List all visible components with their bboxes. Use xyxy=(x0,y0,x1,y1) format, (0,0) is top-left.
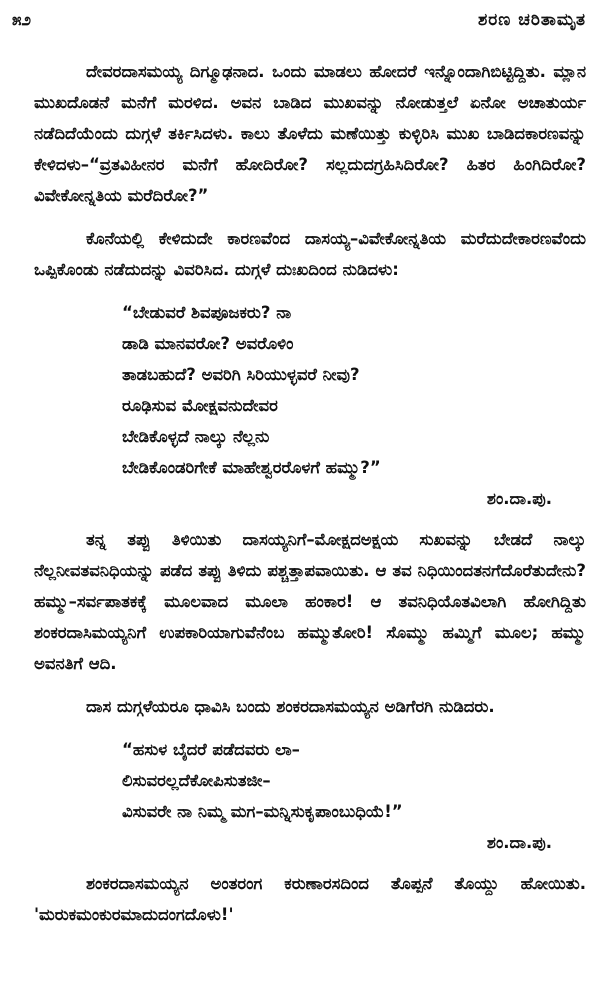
verse-2-line: ವಿಸುವರೇ ನಾ ನಿಮ್ಮ ಮಗ–ಮನ್ನಿಸುಕೃಪಾಂಬುಧಿಯೆ!” xyxy=(122,802,403,821)
page-header xyxy=(12,6,586,34)
running-title: ಶರಣ ಚರಿತಾಮೃತ xyxy=(477,10,586,30)
page-body xyxy=(34,56,586,942)
paragraph-3: ತನ್ನ ತಪ್ಪು ತಿಳಿಯಿತು ದಾಸಯ್ಯನಿಗೆ–ಮೋಕ್ಷದಅಕ್ಷಯ ಸುಖವನ್ನು ಬೇಡದೆ ನಾಲ್ಕು ನೆಲ್ಲನೀವತವನಿಧಿಯನ್ನು ಪಡೆದ ತಪ್ಪು ತಿಳಿದು ಪಶ್ಚತ್ತಾಪವಾಯಿತು. ಆ ತವ ನಿಧಿಯಿಂದತನಗೆದೊರೆತುದೇನು? ಹಮ್ಮು–ಸರ್ವಪಾತಕಕ್ಕೆ ಮೂಲವಾದ ಮೂಲಾ ಹಂಕಾರ! ಆ ತವನಿಧಿಯೊತವಿಲಾಗಿ ಹೋಗಿದ್ದಿತು ಶಂಕರದಾಸಿಮಯ್ಯನಿಗೆ ಉಪಕಾರಿಯಾಗುವೆನೆಂಬ ಹಮ್ಮುತೋರಿ! ಸೊಮ್ಮು ಹಮ್ಮಿಗೆ ಮೂಲ; ಹಮ್ಮು ಅವನತಿಗೆ ಆದಿ. xyxy=(34,530,586,673)
page-number: ೫೨ xyxy=(12,10,32,30)
verse-1-line: ಬೇಡಿಕೊಂಡರಿಗೇಕೆ ಮಾಹೇಶ್ವರರೊಳಗೆ ಹಮ್ಮು?” xyxy=(122,458,381,477)
verse-block-2 xyxy=(122,734,586,827)
paragraph-2: ಕೊನೆಯಲ್ಲಿ ಕೇಳಿದುದೇ ಕಾರಣವೆಂದ ದಾಸಯ್ಯ–ವಿವೇಕೋನ್ನತಿಯ ಮರೆದುದೇಕಾರಣವೆಂದು ಒಪ್ಪಿಕೊಂಡು ನಡೆದುದನ್ನು ವಿವರಿಸಿದ. ದುಗ್ಗಳೆ ದುಃಖದಿಂದ ನುಡಿದಳು: xyxy=(34,229,586,279)
paragraph-1: ದೇವರದಾಸಮಯ್ಯ ದಿಗ್ಮೂಢನಾದ. ಒಂದು ಮಾಡಲು ಹೋದರೆ ಇನ್ನೊಂದಾಗಿಬಿಟ್ಟಿದ್ದಿತು. ಮ್ಲಾನ ಮುಖದೊಡನೆ ಮನೆಗೆ ಮರಳಿದ. ಅವನ ಬಾಡಿದ ಮುಖವನ್ನು ನೋಡುತ್ತಲೆ ಏನೋ ಅಚಾತುರ್ಯ ನಡೆದಿದೆಯೆಂದು ದುಗ್ಗಳೆ ತರ್ಕಿಸಿದಳು. ಕಾಲು ತೊಳೆದು ಮಣೆಯಿತ್ತು ಕುಳ್ಳಿರಿಸಿ ಮುಖ ಬಾಡಿದಕಾರಣವನ್ನು ಕೇಳಿದಳು–“ವ್ರತವಿಹೀನರ ಮನೆಗೆ ಹೋದಿರೋ? ಸಲ್ಲದುದಗ್ರಹಿಸಿದಿರೋ? ಹಿತರ ಹಿಂಗಿದಿರೋ? ವಿವೇಕೋನ್ನತಿಯ ಮರೆದಿರೋ?” xyxy=(34,62,586,205)
verse-1-line: ರೂಢಿಸುವ ಮೋಕ್ಷವನುದೇವರ xyxy=(122,396,278,415)
verse-2-line: “ಹಸುಳ ಬೈದರೆ ಪಡೆದವರು ಲಾ– xyxy=(122,740,300,759)
paragraph-5: ಶಂಕರದಾಸಮಯ್ಯನ ಅಂತರಂಗ ಕರುಣಾರಸದಿಂದ ತೊಪ್ಪನೆ ತೊಯ್ದು ಹೋಯಿತು. 'ಮರುಕಮಂಕುರಮಾದುದಂಗದೊಳು!' xyxy=(34,874,586,924)
verse-1-attribution: ಶಂ.ದಾ.ಪು. xyxy=(486,489,552,508)
verse-1-line: “ಬೇಡುವರೆ ಶಿವಪೂಜಕರು? ನಾ xyxy=(122,303,292,322)
verse-1-line: ಡಾಡಿ ಮಾನವರೋ? ಅವರೊಳಿಂ xyxy=(122,334,294,353)
verse-1-line: ತಾಡಬಹುದೆ? ಅವರಿಗಿ ಸಿರಿಯುಳ್ಳವರೆ ನೀವು? xyxy=(122,365,360,384)
verse-block-1 xyxy=(122,297,586,483)
verse-2-line: ಲಿಸುವರಲ್ಲದೆಕೋಪಿಸುತಜೀ– xyxy=(122,771,271,790)
paragraph-4: ದಾಸ ದುಗ್ಗಳೆಯರೂ ಧಾವಿಸಿ ಬಂದು ಶಂಕರದಾಸಮಯ್ಯನ ಅಡಿಗೆರಗಿ ನುಡಿದರು. xyxy=(86,697,495,716)
verse-1-line: ಬೇಡಿಕೊಳ್ಳದೆ ನಾಲ್ಕು ನೆಲ್ಲನು xyxy=(122,427,270,446)
verse-2-attribution: ಶಂ.ದಾ.ಪು. xyxy=(486,833,552,852)
